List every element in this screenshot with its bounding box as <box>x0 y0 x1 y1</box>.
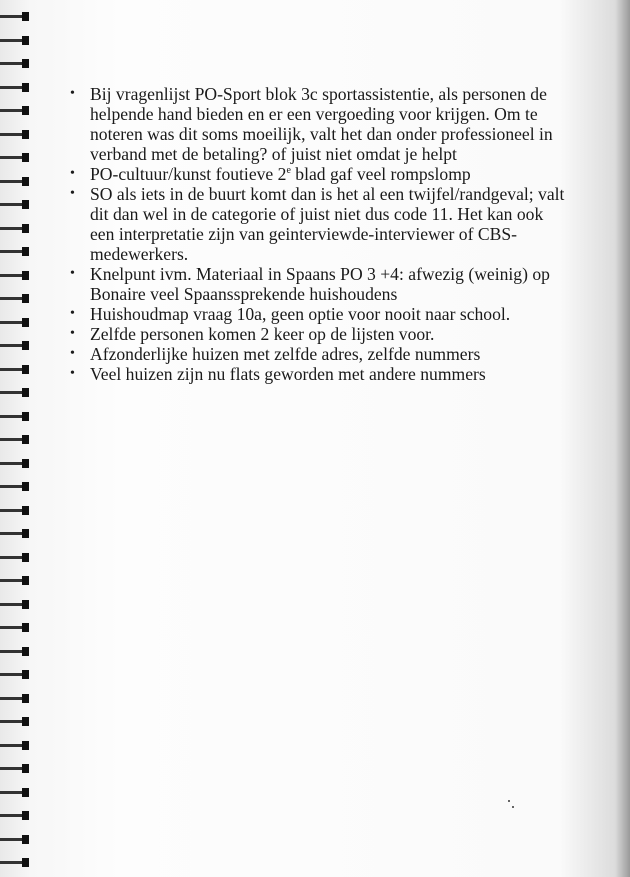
binding-ring <box>0 576 34 585</box>
binding-ring <box>0 835 34 844</box>
bullet-icon: • <box>70 306 75 321</box>
binding-ring <box>0 106 34 115</box>
ring-wire <box>0 86 24 89</box>
ring-hole <box>22 365 29 374</box>
ring-hole <box>22 177 29 186</box>
binding-ring <box>0 153 34 162</box>
binding-ring <box>0 83 34 92</box>
list-item-text: SO als iets in de buurt komt dan is het al een twijfel/randgeval; valt dit dan wel in de categorie of juist niet dus code 11. Het kan ook een interpretatie zijn van geinterviewde-interviewer of CBS-medewerkers. <box>90 184 565 264</box>
binding-ring <box>0 247 34 256</box>
ring-wire <box>0 227 24 230</box>
ring-hole <box>22 341 29 350</box>
ring-wire <box>0 297 24 300</box>
ring-wire <box>0 673 24 676</box>
ring-hole <box>22 529 29 538</box>
ring-hole <box>22 294 29 303</box>
ring-wire <box>0 274 24 277</box>
binding-ring <box>0 200 34 209</box>
ring-wire <box>0 650 24 653</box>
ring-hole <box>22 130 29 139</box>
binding-ring <box>0 412 34 421</box>
ring-hole <box>22 764 29 773</box>
ring-wire <box>0 321 24 324</box>
binding-ring <box>0 858 34 867</box>
ring-wire <box>0 532 24 535</box>
ring-wire <box>0 15 24 18</box>
ring-wire <box>0 109 24 112</box>
binding-ring <box>0 529 34 538</box>
ring-wire <box>0 861 24 864</box>
ring-wire <box>0 485 24 488</box>
ring-wire <box>0 203 24 206</box>
ring-hole <box>22 623 29 632</box>
binding-ring <box>0 36 34 45</box>
binding-ring <box>0 365 34 374</box>
list-item <box>70 304 570 324</box>
binding-ring <box>0 741 34 750</box>
ring-hole <box>22 553 29 562</box>
bullet-icon: • <box>70 186 75 201</box>
speck <box>512 806 514 808</box>
binding-ring <box>0 271 34 280</box>
ring-hole <box>22 670 29 679</box>
ring-hole <box>22 858 29 867</box>
binding-ring <box>0 553 34 562</box>
binding-ring <box>0 811 34 820</box>
list-item <box>70 324 570 344</box>
ring-hole <box>22 506 29 515</box>
superscript: e <box>286 165 291 177</box>
binding-ring <box>0 388 34 397</box>
binding-ring <box>0 341 34 350</box>
ring-hole <box>22 717 29 726</box>
ring-hole <box>22 224 29 233</box>
ring-wire <box>0 744 24 747</box>
binding-ring <box>0 600 34 609</box>
binding-ring <box>0 764 34 773</box>
bullet-icon: • <box>70 266 75 281</box>
ring-wire <box>0 415 24 418</box>
ring-wire <box>0 767 24 770</box>
binding-ring <box>0 294 34 303</box>
ring-wire <box>0 556 24 559</box>
ring-hole <box>22 412 29 421</box>
ring-hole <box>22 153 29 162</box>
ring-hole <box>22 318 29 327</box>
bullet-icon: • <box>70 366 75 381</box>
ring-wire <box>0 180 24 183</box>
binding-ring <box>0 482 34 491</box>
list-item <box>70 184 570 264</box>
ring-hole <box>22 200 29 209</box>
list-item <box>70 364 570 384</box>
binding-ring <box>0 177 34 186</box>
list-item <box>70 164 570 184</box>
list-item-text: Veel huizen zijn nu flats geworden met andere nummers <box>90 364 486 384</box>
ring-wire <box>0 391 24 394</box>
list-item <box>70 344 570 364</box>
ring-wire <box>0 368 24 371</box>
ring-wire <box>0 344 24 347</box>
binding-ring <box>0 130 34 139</box>
bullet-icon: • <box>70 326 75 341</box>
bullet-icon: • <box>70 86 75 101</box>
list-item-text: PO-cultuur/kunst foutieve 2 <box>90 164 287 184</box>
ring-wire <box>0 39 24 42</box>
ring-hole <box>22 576 29 585</box>
ring-hole <box>22 694 29 703</box>
ring-hole <box>22 435 29 444</box>
ring-wire <box>0 509 24 512</box>
ring-hole <box>22 12 29 21</box>
bullet-icon: • <box>70 346 75 361</box>
list-item-text: blad gaf veel rompslomp <box>290 164 471 184</box>
ring-hole <box>22 741 29 750</box>
binding-ring <box>0 59 34 68</box>
binding-ring <box>0 647 34 656</box>
ring-wire <box>0 720 24 723</box>
page-content <box>70 84 570 384</box>
ring-hole <box>22 106 29 115</box>
binding-ring <box>0 694 34 703</box>
list-item-text: Knelpunt ivm. Materiaal in Spaans PO 3 +4: afwezig (weinig) op Bonaire veel Spaanssprekende huishoudens <box>90 264 550 304</box>
ring-wire <box>0 156 24 159</box>
binding-ring <box>0 788 34 797</box>
bullet-list <box>70 84 570 384</box>
ring-hole <box>22 271 29 280</box>
ring-wire <box>0 250 24 253</box>
binding-ring <box>0 506 34 515</box>
ring-wire <box>0 579 24 582</box>
list-item-text: Zelfde personen komen 2 keer op de lijsten voor. <box>90 324 435 344</box>
ring-hole <box>22 482 29 491</box>
ring-wire <box>0 697 24 700</box>
ring-hole <box>22 247 29 256</box>
ring-hole <box>22 600 29 609</box>
ring-wire <box>0 814 24 817</box>
ring-hole <box>22 59 29 68</box>
list-item <box>70 264 570 304</box>
ring-wire <box>0 791 24 794</box>
ring-hole <box>22 459 29 468</box>
ring-hole <box>22 835 29 844</box>
ring-hole <box>22 647 29 656</box>
ring-wire <box>0 133 24 136</box>
list-item-text: Afzonderlijke huizen met zelfde adres, zelfde nummers <box>90 344 481 364</box>
list-item-text: Bij vragenlijst PO-Sport blok 3c sportassistentie, als personen de helpende hand bieden en er een vergoeding voor krijgen. Om te noteren was dit soms moeilijk, valt het dan onder professioneel in verband met de betaling? of juist niet omdat je helpt <box>90 84 553 164</box>
ring-hole <box>22 83 29 92</box>
ring-hole <box>22 811 29 820</box>
list-item-text: Huishoudmap vraag 10a, geen optie voor nooit naar school. <box>90 304 511 324</box>
ring-hole <box>22 36 29 45</box>
ring-wire <box>0 626 24 629</box>
list-item <box>70 84 570 164</box>
binding-ring <box>0 224 34 233</box>
binding-ring <box>0 623 34 632</box>
ring-wire <box>0 838 24 841</box>
binding-ring <box>0 670 34 679</box>
binding-ring <box>0 435 34 444</box>
ring-wire <box>0 438 24 441</box>
bullet-icon: • <box>70 166 75 181</box>
binding-ring <box>0 717 34 726</box>
speck <box>508 800 510 802</box>
spiral-binding <box>0 0 36 877</box>
ring-wire <box>0 462 24 465</box>
binding-ring <box>0 12 34 21</box>
ring-wire <box>0 603 24 606</box>
ring-wire <box>0 62 24 65</box>
ring-hole <box>22 388 29 397</box>
ring-hole <box>22 788 29 797</box>
binding-ring <box>0 459 34 468</box>
binding-ring <box>0 318 34 327</box>
